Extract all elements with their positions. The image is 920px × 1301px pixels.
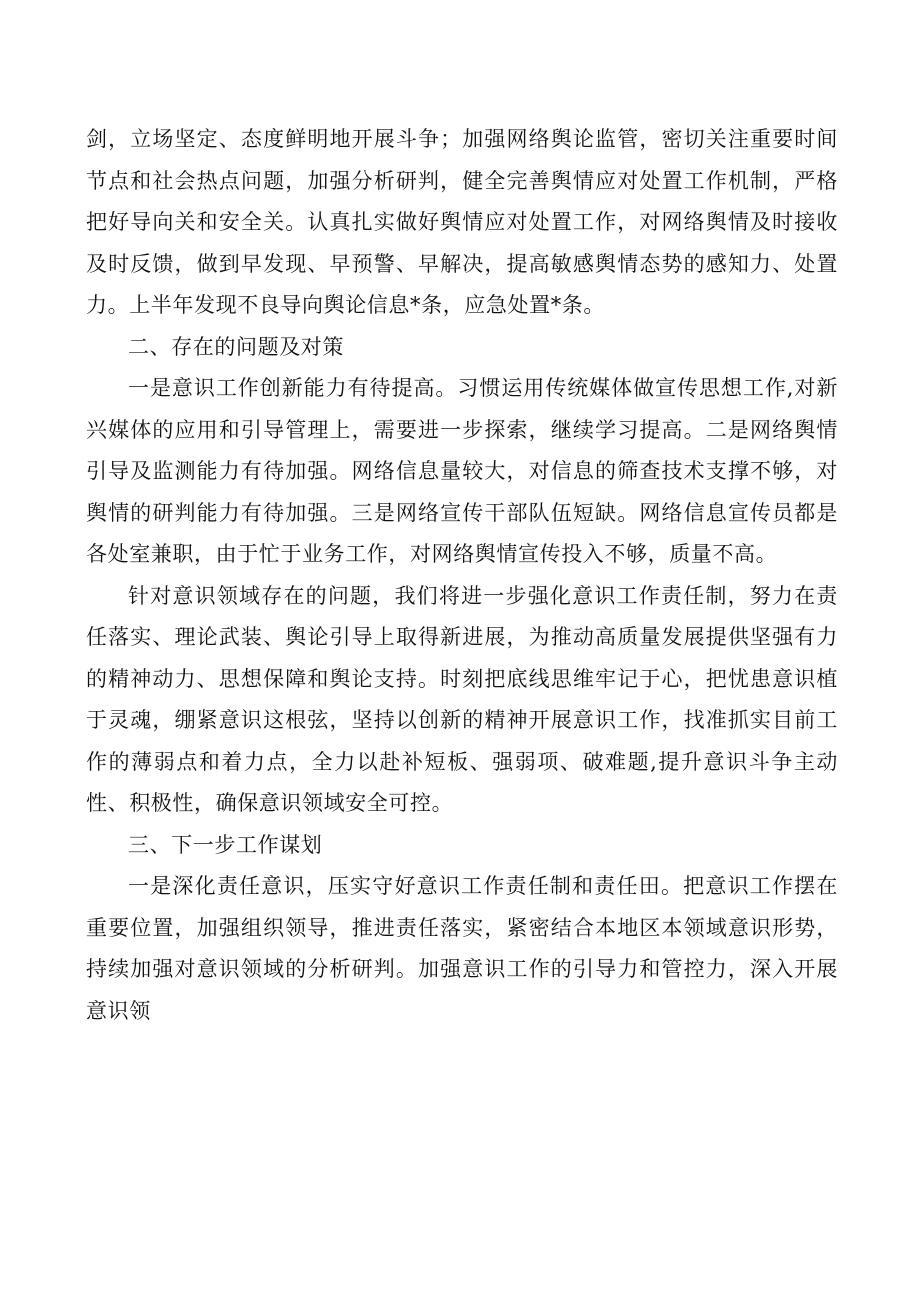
- paragraph-continuation: 剑，立场坚定、态度鲜明地开展斗争；加强网络舆论监管，密切关注重要时间节点和社会热点问题，加强分析研判，健全完善舆情应对处置工作机制，严格把好导向关和安全关。认真扎实做好舆情应对处置工作，对网络舆情及时接收及时反馈，做到早发现、早预警、早解决，提高敏感舆情态势的感知力、处置力。上半年发现不良导向舆论信息*条，应急处置*条。: [86, 127, 838, 317]
- section-heading-next-steps: 三、下一步工作谋划: [128, 832, 323, 857]
- paragraph-problems: 一是意识工作创新能力有待提高。习惯运用传统媒体做宣传思想工作,对新兴媒体的应用和引导管理上，需要进一步探索，继续学习提高。二是网络舆情引导及监测能力有待加强。网络信息量较大，对信息的筛查技术支撑不够，对舆情的研判能力有待加强。三是网络宣传干部队伍短缺。网络信息宣传员都是各处室兼职，由于忙于业务工作，对网络舆情宣传投入不够，质量不高。: [86, 376, 838, 566]
- paragraph-next-steps: 一是深化责任意识，压实守好意识工作责任制和责任田。把意识工作摆在重要位置，加强组织领导，推进责任落实，紧密结合本地区本领域意识形势，持续加强对意识领域的分析研判。加强意识工作的引导力和管控力，深入开展意识领: [86, 874, 838, 1023]
- section-heading-problems: 二、存在的问题及对策: [128, 334, 344, 359]
- paragraph-countermeasures: 针对意识领域存在的问题，我们将进一步强化意识工作责任制，努力在责任落实、理论武装、舆论引导上取得新进展，为推动高质量发展提供坚强有力的精神动力、思想保障和舆论支持。时刻把底线思维牢记于心，把忧患意识植于灵魂，绷紧意识这根弦，坚持以创新的精神开展意识工作，找准抓实目前工作的薄弱点和着力点，全力以赴补短板、强弱项、破难题,提升意识斗争主动性、积极性，确保意识领域安全可控。: [86, 583, 838, 815]
- document-body: [86, 119, 838, 1032]
